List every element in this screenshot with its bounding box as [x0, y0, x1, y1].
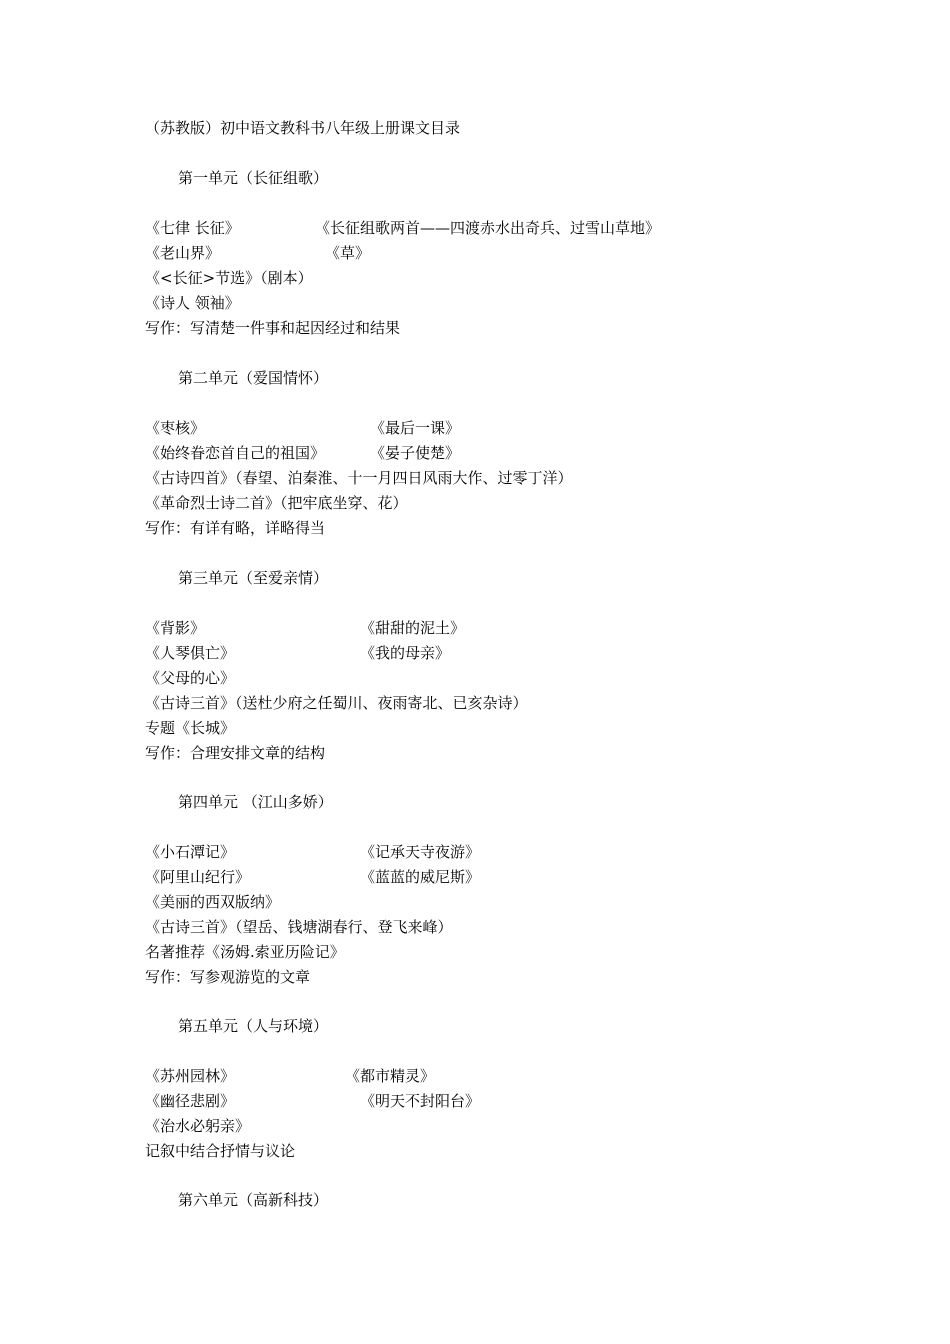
unit-5-line-4: 记叙中结合抒情与议论	[145, 1142, 296, 1160]
unit-2-heading: 第二单元（爱国情怀）	[178, 369, 329, 387]
unit-5-line-1-right: 《都市精灵》	[345, 1067, 436, 1085]
unit-4-line-1-left: 《小石潭记》	[145, 843, 236, 861]
unit-2-line-5: 写作：有详有略，详略得当	[145, 519, 326, 537]
unit-2-line-1-left: 《枣核》	[145, 419, 206, 437]
unit-1-line-5: 写作：写清楚一件事和起因经过和结果	[145, 319, 401, 337]
unit-2-line-3: 《古诗四首》（春望、泊秦淮、十一月四日风雨大作、过零丁洋）	[145, 469, 573, 487]
unit-1-line-2-left: 《老山界》	[145, 244, 221, 262]
unit-1-line-2-right: 《草》	[325, 244, 371, 262]
unit-6-heading: 第六单元（高新科技）	[178, 1191, 329, 1209]
unit-2-line-2-left: 《始终眷恋首自己的祖国》	[145, 444, 326, 462]
unit-3-line-1-right: 《甜甜的泥土》	[360, 619, 466, 637]
unit-1-line-4: 《诗人 领袖》	[145, 294, 240, 312]
unit-5-line-2-left: 《幽径悲剧》	[145, 1092, 236, 1110]
unit-3-line-6: 写作：合理安排文章的结构	[145, 744, 326, 762]
unit-1-line-3: 《<长征>节选》（剧本）	[145, 269, 313, 287]
unit-3-line-3: 《父母的心》	[145, 669, 236, 687]
unit-1-line-1-left: 《七律 长征》	[145, 219, 240, 237]
unit-4-line-6: 写作：写参观游览的文章	[145, 968, 311, 986]
unit-5-line-1-left: 《苏州园林》	[145, 1067, 236, 1085]
unit-1-heading: 第一单元（长征组歌）	[178, 169, 329, 187]
document-title: （苏教版）初中语文教科书八年级上册课文目录	[145, 119, 461, 137]
unit-3-line-2-left: 《人琴俱亡》	[145, 644, 236, 662]
unit-3-line-2-right: 《我的母亲》	[360, 644, 451, 662]
unit-3-line-4: 《古诗三首》（送杜少府之任蜀川、夜雨寄北、已亥杂诗）	[145, 694, 528, 712]
unit-4-line-1-right: 《记承天寺夜游》	[360, 843, 481, 861]
unit-5-line-2-right: 《明天不封阳台》	[360, 1092, 481, 1110]
unit-4-line-2-left: 《阿里山纪行》	[145, 868, 251, 886]
unit-2-line-1-right: 《最后一课》	[370, 419, 461, 437]
unit-2-line-4: 《革命烈士诗二首》（把牢底坐穿、花）	[145, 494, 408, 512]
unit-3-line-1-left: 《背影》	[145, 619, 206, 637]
unit-1-line-1-right: 《长征组歌两首——四渡赤水出奇兵、过雪山草地》	[315, 219, 661, 237]
unit-4-line-2-right: 《蓝蓝的威尼斯》	[360, 868, 481, 886]
unit-3-heading: 第三单元（至爱亲情）	[178, 569, 329, 587]
unit-4-heading: 第四单元 （江山多娇）	[178, 793, 333, 811]
unit-2-line-2-right: 《晏子使楚》	[370, 444, 461, 462]
unit-5-heading: 第五单元（人与环境）	[178, 1017, 329, 1035]
unit-5-line-3: 《治水必躬亲》	[145, 1117, 251, 1135]
unit-4-line-4: 《古诗三首》（望岳、钱塘湖春行、登飞来峰）	[145, 918, 453, 936]
unit-4-line-3: 《美丽的西双版纳》	[145, 893, 281, 911]
unit-3-line-5: 专题《长城》	[145, 719, 236, 737]
unit-4-line-5: 名著推荐《汤姆.索亚历险记》	[145, 943, 345, 961]
